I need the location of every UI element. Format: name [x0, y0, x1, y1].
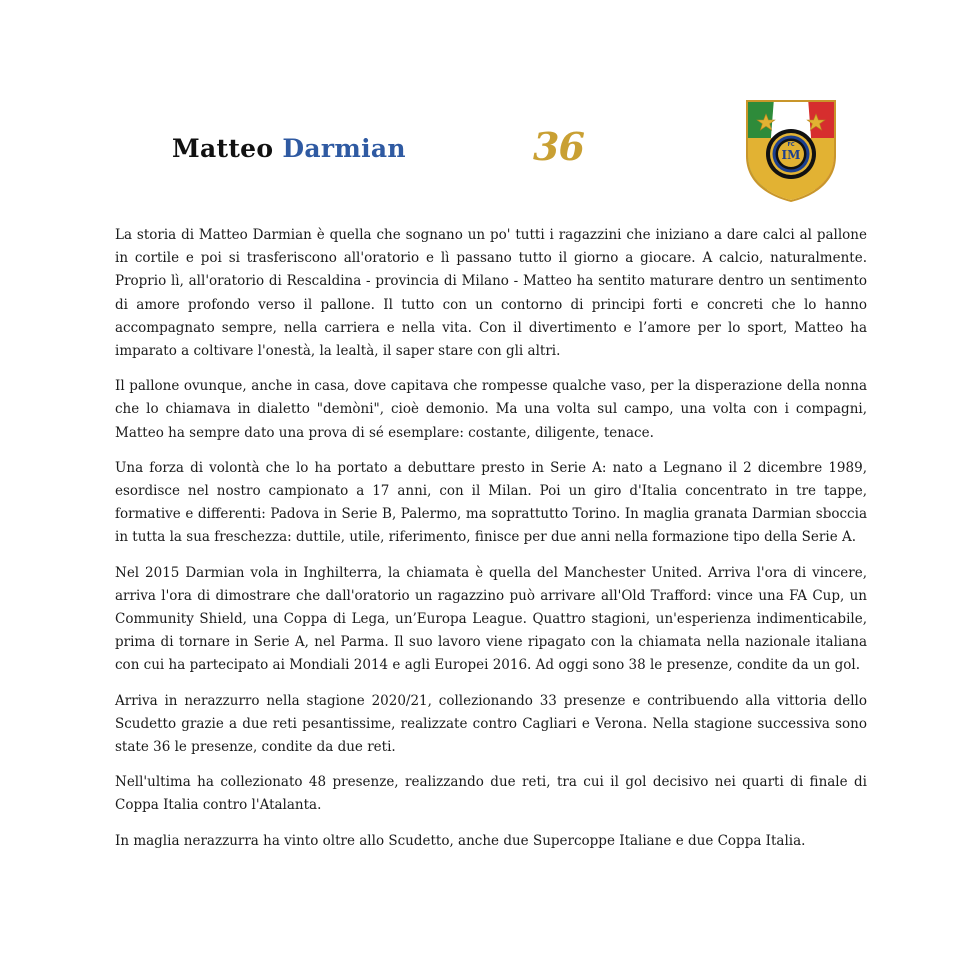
- player-first-name: Matteo: [172, 134, 274, 163]
- svg-text:FC: FC: [787, 142, 795, 148]
- player-name: [172, 134, 406, 163]
- biography-paragraph: Arriva in nerazzurro nella stagione 2020/21, collezionando 33 presenze e contribuendo alla vittoria dello Scudetto grazie a due reti pesantissime, realizzate contro Cagliari e Verona. Nella stagione successiva sono state 36 le presenze, condite da due reti.: [115, 692, 867, 756]
- biography-paragraph: La storia di Matteo Darmian è quella che sognano un po' tutti i ragazzini che iniziano a dare calci al pallone in cortile e poi si trasferiscono all'oratorio e lì passano tutto il giorno a giocare. A calcio, naturalmente. Proprio lì, all'oratorio di Rescaldina - provincia di Milano - Matteo ha sentito maturare dentro un sentimento di amore profondo verso il pallone. Il tutto con un contorno di principi forti e concreti che lo hanno accompagnato sempre, nella carriera e nella vita. Con il divertimento e l’amore per lo sport, Matteo ha imparato a coltivare l'onestà, la lealtà, il saper stare con gli altri.: [115, 227, 867, 360]
- biography-paragraph: Una forza di volontà che lo ha portato a debuttare presto in Serie A: nato a Legnano il 2 dicembre 1989, esordisce nel nostro campionato a 17 anni, con il Milan. Poi un giro d'Italia concentrato in tre tappe, formative e differenti: Padova in Serie B, Palermo, ma soprattutto Torino. In maglia granata Darmian sboccia in tutta la sua freschezza: duttile, utile, riferimento, finisce per due anni nella formazione tipo della Serie A.: [115, 459, 867, 546]
- svg-text:IM: IM: [781, 148, 801, 162]
- player-last-name: Darmian: [282, 134, 406, 163]
- inter-milan-crest-icon: [744, 98, 838, 202]
- biography-paragraph: Nell'ultima ha collezionato 48 presenze, realizzando due reti, tra cui il gol decisivo nei quarti di finale di Coppa Italia contro l'Atalanta.: [115, 774, 867, 814]
- biography-paragraph: In maglia nerazzurra ha vinto oltre allo Scudetto, anche due Supercoppe Italiane e due Coppa Italia.: [115, 832, 806, 849]
- biography-paragraph: Il pallone ovunque, anche in casa, dove capitava che rompesse qualche vaso, per la disperazione della nonna che lo chiamava in dialetto "demòni", cioè demonio. Ma una volta sul campo, una volta con i compagni, Matteo ha sempre dato una prova di sé esemplare: costante, diligente, tenace.: [115, 378, 867, 441]
- biography-paragraph: Nel 2015 Darmian vola in Inghilterra, la chiamata è quella del Manchester United. Arriva l'ora di vincere, arriva l'ora di dimostrare che dall'oratorio un ragazzino può arrivare all'Old Trafford: vince una FA Cup, un Community Shield, una Coppa di Lega, un’Europa League. Quattro stagioni, un'esperienza indimenticabile, prima di tornare in Serie A, nel Parma. Il suo lavoro viene ripagato con la chiamata nella nazionale italiana con cui ha partecipato ai Mondiali 2014 e agli Europei 2016. Ad oggi sono 38 le presenze, condite da un gol.: [115, 564, 867, 674]
- shirt-number: 36: [533, 124, 584, 169]
- biography-text: [115, 224, 867, 865]
